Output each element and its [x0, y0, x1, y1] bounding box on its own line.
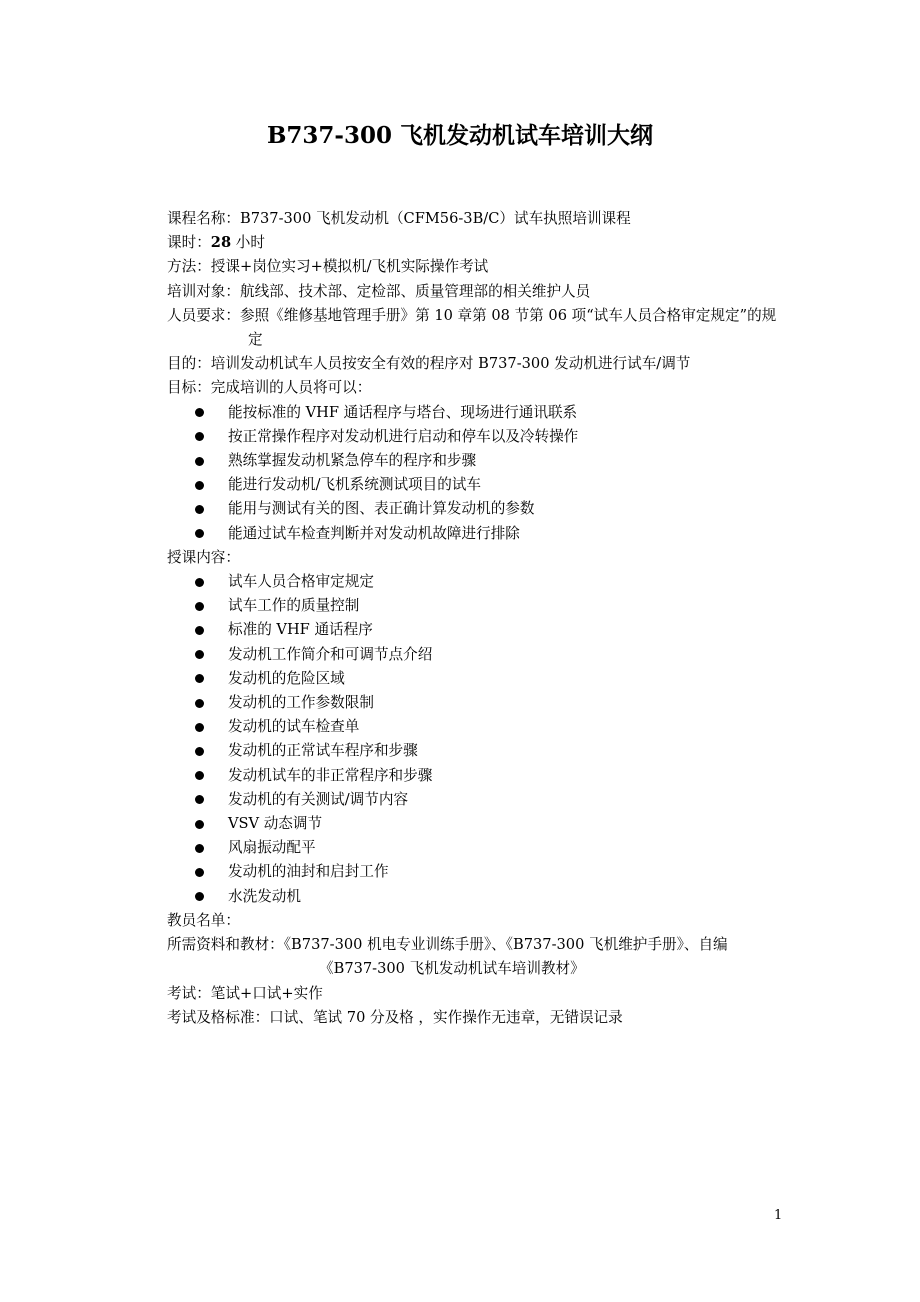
exam-line — [167, 982, 787, 1006]
list-item — [167, 667, 787, 691]
materials-label: 所需资料和教材： — [167, 936, 284, 954]
bullet-icon — [195, 892, 204, 901]
bullet-icon — [195, 529, 204, 538]
content-text: VSV 动态调节 — [228, 815, 323, 833]
materials-line — [167, 933, 787, 957]
bullet-icon — [195, 723, 204, 732]
objective-text: 能通过试车检查判断并对发动机故障进行排除 — [228, 524, 520, 542]
hours-label: 课时： — [167, 234, 211, 252]
objectives-line — [167, 376, 787, 400]
list-item — [167, 497, 787, 521]
trainees-value: 航线部、技术部、定检部、质量管理部的相关维护人员 — [239, 282, 591, 300]
personnel-requirements-value: 参照《维修基地管理手册》第 10 章第 08 节第 06 项“试车人员合格审定规定”的规定 — [239, 306, 777, 349]
method-line — [167, 255, 787, 279]
list-item — [167, 643, 787, 667]
bullet-icon — [195, 795, 204, 804]
list-item — [167, 401, 787, 425]
bullet-icon — [195, 505, 204, 514]
content-text: 发动机试车的非正常程序和步骤 — [228, 766, 433, 784]
bullet-icon — [195, 457, 204, 466]
list-item — [167, 812, 787, 836]
hours-unit: 小时 — [231, 234, 265, 252]
objectives-list — [167, 401, 787, 546]
objective-text: 按正常操作程序对发动机进行启动和停车以及冷转操作 — [228, 427, 579, 445]
content-text: 发动机的危险区域 — [228, 669, 345, 687]
trainees-label: 培训对象： — [167, 282, 240, 300]
personnel-requirements-line — [167, 304, 787, 352]
list-item — [167, 691, 787, 715]
bullet-icon — [195, 650, 204, 659]
content-list — [167, 570, 787, 909]
purpose-label: 目的： — [167, 355, 211, 373]
bullet-icon — [195, 481, 204, 490]
content-text: 试车人员合格审定规定 — [228, 573, 374, 591]
exam-label: 考试： — [167, 984, 211, 1002]
content-text: 风扇振动配平 — [228, 839, 316, 857]
pass-standard-value: 口试、笔试 70 分及格 ，实作操作无违章，无错误记录 — [269, 1008, 623, 1026]
bullet-icon — [195, 820, 204, 829]
objective-text: 能用与测试有关的图、表正确计算发动机的参数 — [228, 500, 535, 518]
objectives-intro: 完成培训的人员将可以： — [210, 379, 372, 397]
trainees-line — [167, 280, 787, 304]
materials-continuation: 《B737-300 飞机发动机试车培训教材》 — [319, 960, 585, 978]
bullet-icon — [195, 771, 204, 780]
content-text: 发动机的工作参数限制 — [228, 694, 374, 712]
objective-text: 能进行发动机/飞机系统测试项目的试车 — [228, 476, 482, 494]
materials-value: 《B737-300 机电专业训练手册》、《B737-300 飞机维护手册》、自编 — [283, 936, 728, 954]
exam-value: 笔试+口试+实作 — [210, 984, 323, 1002]
personnel-requirements-label: 人员要求： — [167, 306, 240, 324]
page-title: B737-300 飞机发动机试车培训大纲 — [266, 122, 653, 149]
bullet-icon — [195, 408, 204, 417]
course-name-value: B737-300 飞机发动机（CFM56-3B/C）试车执照培训课程 — [239, 210, 631, 227]
method-value: 授课+岗位实习+模拟机/飞机实际操作考试 — [210, 258, 489, 276]
bullet-icon — [195, 844, 204, 853]
content-text: 标准的 VHF 通话程序 — [228, 621, 373, 639]
list-item — [167, 885, 787, 909]
list-item — [167, 449, 787, 473]
instructors-line: 教员名单： — [167, 911, 240, 929]
pass-standard-label: 考试及格标准： — [167, 1008, 270, 1026]
hours-number: 28 — [210, 234, 232, 252]
bullet-icon — [195, 747, 204, 756]
objectives-label: 目标： — [167, 379, 211, 397]
list-item — [167, 570, 787, 594]
list-item — [167, 522, 787, 546]
list-item — [167, 836, 787, 860]
bullet-icon — [195, 626, 204, 635]
list-item — [167, 473, 787, 497]
content-text: 水洗发动机 — [228, 887, 301, 905]
bullet-icon — [195, 432, 204, 441]
content-text: 发动机的试车检查单 — [228, 718, 360, 736]
bullet-icon — [195, 699, 204, 708]
course-name-line — [167, 207, 787, 231]
bullet-icon — [195, 602, 204, 611]
list-item — [167, 425, 787, 449]
list-item — [167, 618, 787, 642]
bullet-icon — [195, 868, 204, 877]
list-item — [167, 860, 787, 884]
content-text: 试车工作的质量控制 — [228, 597, 360, 615]
list-item — [167, 739, 787, 763]
list-item — [167, 764, 787, 788]
purpose-line — [167, 352, 787, 376]
list-item — [167, 788, 787, 812]
content-text: 发动机的有关测试/调节内容 — [228, 790, 409, 808]
objective-text: 熟练掌握发动机紧急停车的程序和步骤 — [228, 452, 477, 470]
bullet-icon — [195, 578, 204, 587]
bullet-icon — [195, 674, 204, 683]
content-text: 发动机工作简介和可调节点介绍 — [228, 645, 433, 663]
content-heading: 授课内容： — [167, 548, 240, 566]
content-text: 发动机的油封和启封工作 — [228, 863, 389, 881]
content-text: 发动机的正常试车程序和步骤 — [228, 742, 418, 760]
list-item — [167, 594, 787, 618]
hours-line — [167, 231, 787, 255]
objective-text: 能按标准的 VHF 通话程序与塔台、现场进行通讯联系 — [228, 403, 578, 421]
pass-standard-line — [167, 1006, 787, 1030]
page-number: 1 — [774, 1208, 783, 1223]
list-item — [167, 715, 787, 739]
course-name-label: 课程名称： — [167, 210, 240, 227]
document-body — [167, 207, 787, 1030]
purpose-value: 培训发动机试车人员按安全有效的程序对 B737-300 发动机进行试车/调节 — [210, 355, 691, 373]
method-label: 方法： — [167, 258, 211, 276]
